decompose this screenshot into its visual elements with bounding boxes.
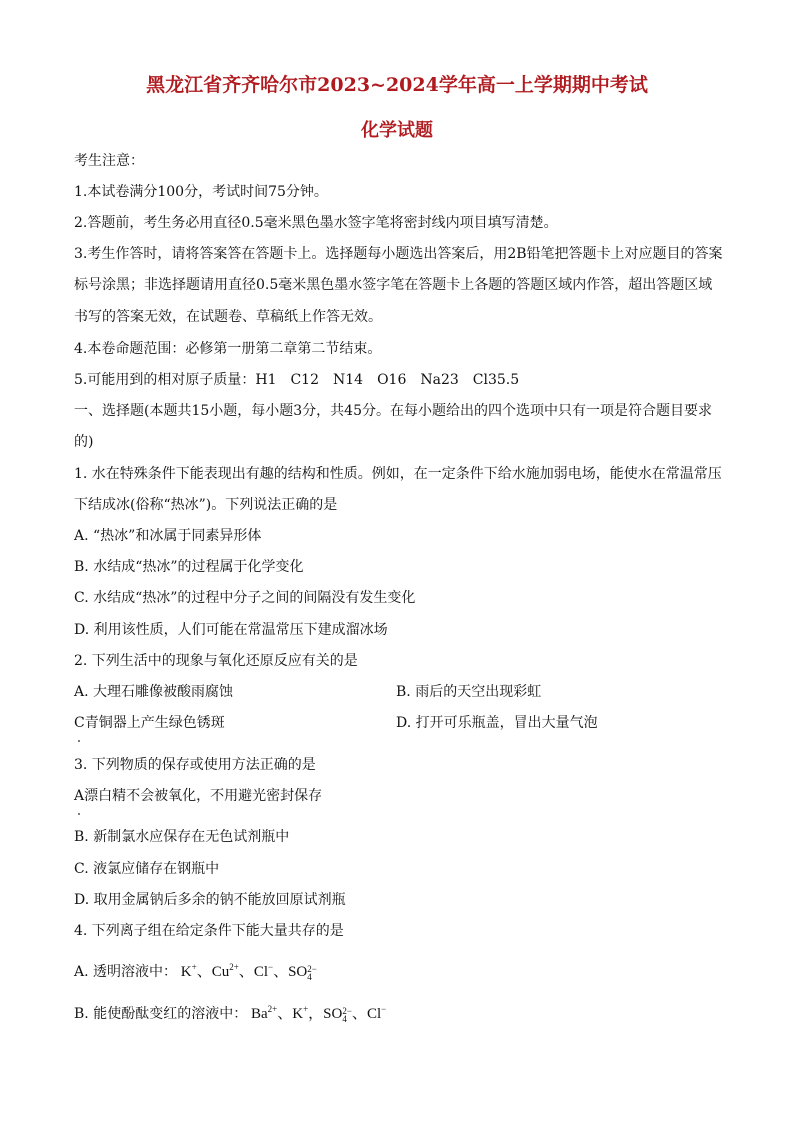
ion-list-a: K+、$Cu^{2+}$、Cl−、SO 2− 4	[180, 962, 317, 982]
notice-item: 5.可能用到的相对原子质量：H1 C12 N14 O16 Na23 Cl35.5	[74, 372, 520, 388]
ion: K+	[292, 1004, 309, 1022]
question-3-stem: 3. 下列物质的保存或使用方法正确的是	[74, 757, 316, 773]
question-2-option-b: B. 雨后的天空出现彩虹	[396, 684, 542, 700]
stray-mark	[78, 740, 80, 742]
question-3-option-b: B. 新制氯水应保存在无色试剂瓶中	[74, 829, 290, 845]
question-2-option-c: C青铜器上产生绿色锈斑	[74, 715, 225, 731]
question-3-option-a: A漂白精不会被氧化，不用避光密封保存	[74, 788, 323, 804]
question-1-option-a: A. “热冰”和冰属于同素异形体	[74, 528, 262, 544]
notice-heading: 考生注意：	[74, 153, 144, 169]
ion: SO 2− 4	[323, 1005, 352, 1024]
stray-mark	[78, 813, 80, 815]
option-b-prefix: B. 能使酚酞变红的溶液中：	[74, 1006, 248, 1022]
question-4-option-b	[74, 1000, 386, 1023]
question-1-stem: 1. 水在特殊条件下能表现出有趣的结构和性质。例如，在一定条件下给水施加弱电场，能使水在常温常压	[74, 466, 722, 482]
notice-item: 1.本试卷满分100分，考试时间75分钟。	[74, 184, 328, 200]
ion: Cl−	[366, 1004, 387, 1022]
ion: $Cu^{2+}$	[211, 962, 239, 980]
question-1-option-b: B. 水结成“热冰”的过程属于化学变化	[74, 559, 304, 575]
question-4-option-a	[74, 958, 317, 981]
section-heading: 一、选择题(本题共15小题，每小题3分，共45分。在每小题给出的四个选项中只有一项是符合题目要求	[74, 403, 712, 419]
question-1-option-c: C. 水结成“热冰”的过程中分子之间的间隔没有发生变化	[74, 590, 416, 606]
question-2-option-a: A. 大理石雕像被酸雨腐蚀	[74, 684, 234, 700]
question-3-option-d: D. 取用金属钠后多余的钠不能放回原试剂瓶	[74, 892, 346, 908]
exam-title: 黑龙江省齐齐哈尔市2023~2024学年高一上学期期中考试	[146, 74, 648, 96]
question-2-stem: 2. 下列生活中的现象与氧化还原反应有关的是	[74, 653, 358, 669]
question-3-option-c: C. 液氯应储存在钢瓶中	[74, 861, 220, 877]
question-2-option-d: D. 打开可乐瓶盖，冒出大量气泡	[396, 715, 598, 731]
notice-item: 3.考生作答时，请将答案答在答题卡上。选择题每小题选出答案后，用2B铅笔把答题卡上对应题目的答案	[74, 246, 723, 262]
question-1-stem-cont: 下结成冰(俗称“热冰”)。下列说法正确的是	[74, 497, 338, 513]
notice-item: 2.答题前，考生务必用直径0.5毫米黑色墨水签字笔将密封线内项目填写清楚。	[74, 215, 558, 231]
notice-item: 书写的答案无效，在试题卷、草稿纸上作答无效。	[74, 309, 382, 325]
notice-item: 标号涂黑；非选择题请用直径0.5毫米黑色墨水签字笔在答题卡上各题的答题区域内作答，超出答题区域	[74, 277, 713, 293]
exam-subtitle: 化学试题	[361, 120, 433, 141]
ion: SO 2− 4	[288, 963, 317, 982]
section-heading-cont: 的)	[74, 434, 94, 450]
question-4-stem: 4. 下列离子组在给定条件下能大量共存的是	[74, 923, 344, 939]
question-1-option-d: D. 利用该性质，人们可能在常温常压下建成溜冰场	[74, 622, 388, 638]
ion: Cl−	[253, 962, 274, 980]
ion: K+	[180, 962, 197, 980]
ion: $Ba^{2+}$	[250, 1004, 278, 1022]
notice-item: 4.本卷命题范围：必修第一册第二章第二节结束。	[74, 341, 382, 357]
ion-list-b: $Ba^{2+}$、K+，SO 2− 4 、Cl−	[250, 1004, 387, 1024]
option-a-prefix: A. 透明溶液中：	[74, 964, 178, 980]
